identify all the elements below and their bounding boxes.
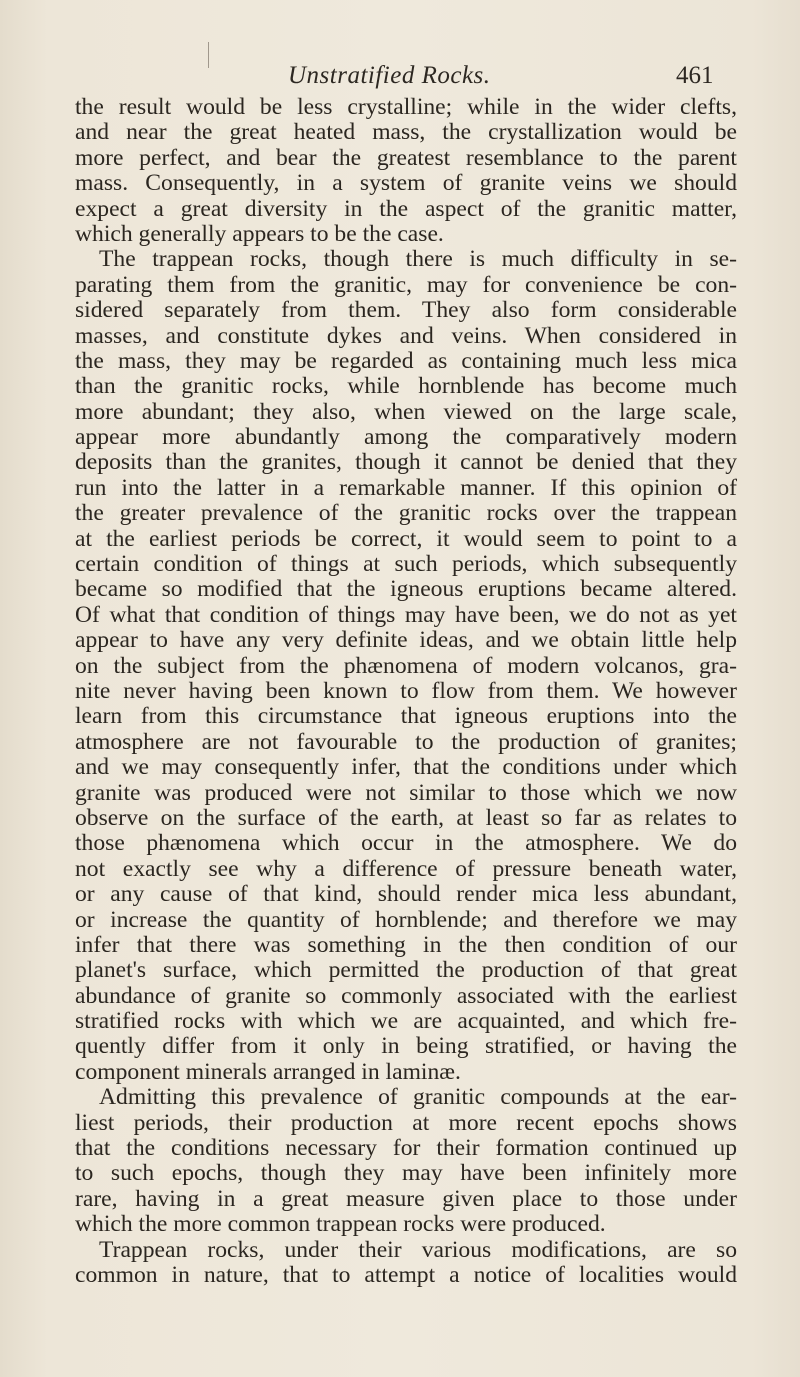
body-text — [75, 95, 737, 1288]
text-line: rare, having in a great measure given place to those under — [75, 1185, 737, 1212]
text-line: nite never having been known to flow from them. We however — [75, 677, 737, 704]
text-line: granite was produced were not similar to those which we now — [75, 779, 737, 806]
text-line: certain condition of things at such periods, which subsequently — [75, 551, 737, 578]
text-line: or increase the quantity of hornblende; and therefore we may — [75, 906, 737, 933]
text-line: appear more abundantly among the comparatively modern — [75, 424, 737, 451]
text-line: became so modified that the igneous eruptions became altered. — [75, 576, 737, 603]
text-line: that the conditions necessary for their formation continued up — [75, 1135, 737, 1162]
text-line: not exactly see why a difference of pressure beneath water, — [75, 855, 737, 882]
running-head — [0, 62, 800, 92]
text-line: sidered separately from them. They also form considerable — [75, 297, 737, 324]
text-line: at the earliest periods be correct, it would seem to point to a — [75, 525, 737, 552]
text-line: appear to have any very definite ideas, and we obtain little help — [75, 627, 737, 654]
text-line: expect a great diversity in the aspect of the granitic matter, — [75, 195, 737, 222]
text-line: the greater prevalence of the granitic rocks over the trappean — [75, 500, 737, 527]
text-line: run into the latter in a remarkable manner. If this opinion of — [75, 474, 737, 501]
text-line: common in nature, that to attempt a notice of localities would — [75, 1261, 737, 1288]
text-line: mass. Consequently, in a system of granite veins we should — [75, 170, 737, 197]
text-line: atmosphere are not favourable to the production of granites; — [75, 728, 737, 755]
text-line: than the granitic rocks, while hornblende has become much — [75, 373, 737, 400]
text-line: and we may consequently infer, that the conditions under which — [75, 754, 737, 781]
text-line: observe on the surface of the earth, at least so far as relates to — [75, 804, 737, 831]
text-line: more perfect, and bear the greatest resemblance to the parent — [75, 144, 737, 171]
text-line: learn from this circumstance that igneous eruptions into the — [75, 703, 737, 730]
running-title: Unstratified Rocks. — [288, 62, 491, 89]
text-line: which generally appears to be the case. — [75, 220, 444, 247]
text-line: the mass, they may be regarded as containing much less mica — [75, 347, 737, 374]
text-line: liest periods, their production at more recent epochs shows — [75, 1109, 737, 1136]
text-line: to such epochs, though they may have been infinitely more — [75, 1160, 737, 1187]
text-line: which the more common trappean rocks were produced. — [75, 1211, 606, 1238]
text-line: the result would be less crystalline; while in the wider clefts, — [75, 94, 737, 120]
text-line: more abundant; they also, when viewed on the large scale, — [75, 398, 737, 425]
text-line: component minerals arranged in laminæ. — [75, 1058, 461, 1085]
text-line: on the subject from the phænomena of modern volcanos, gra- — [75, 652, 737, 679]
text-line: stratified rocks with which we are acquainted, and which fre- — [75, 1008, 737, 1035]
text-line: abundance of granite so commonly associated with the earliest — [75, 982, 737, 1009]
text-line: parating them from the granitic, may for convenience be con- — [75, 271, 737, 298]
text-line: infer that there was something in the then condition of our — [75, 931, 737, 958]
text-line: The trappean rocks, though there is much difficulty in se- — [99, 246, 737, 273]
text-line: those phænomena which occur in the atmosphere. We do — [75, 830, 737, 857]
text-line: or any cause of that kind, should render mica less abundant, — [75, 881, 737, 908]
text-line: and near the great heated mass, the crystallization would be — [75, 119, 737, 146]
text-line: quently differ from it only in being stratified, or having the — [75, 1033, 737, 1060]
text-line: deposits than the granites, though it cannot be denied that they — [75, 449, 737, 476]
text-line: planet's surface, which permitted the production of that great — [75, 957, 737, 984]
text-line: Of what that condition of things may have been, we do not as yet — [75, 601, 737, 628]
page-number: 461 — [676, 62, 714, 89]
text-line: masses, and constitute dykes and veins. When considered in — [75, 322, 737, 349]
text-line: Trappean rocks, under their various modifications, are so — [99, 1236, 737, 1263]
text-line: Admitting this prevalence of granitic compounds at the ear- — [99, 1084, 737, 1111]
